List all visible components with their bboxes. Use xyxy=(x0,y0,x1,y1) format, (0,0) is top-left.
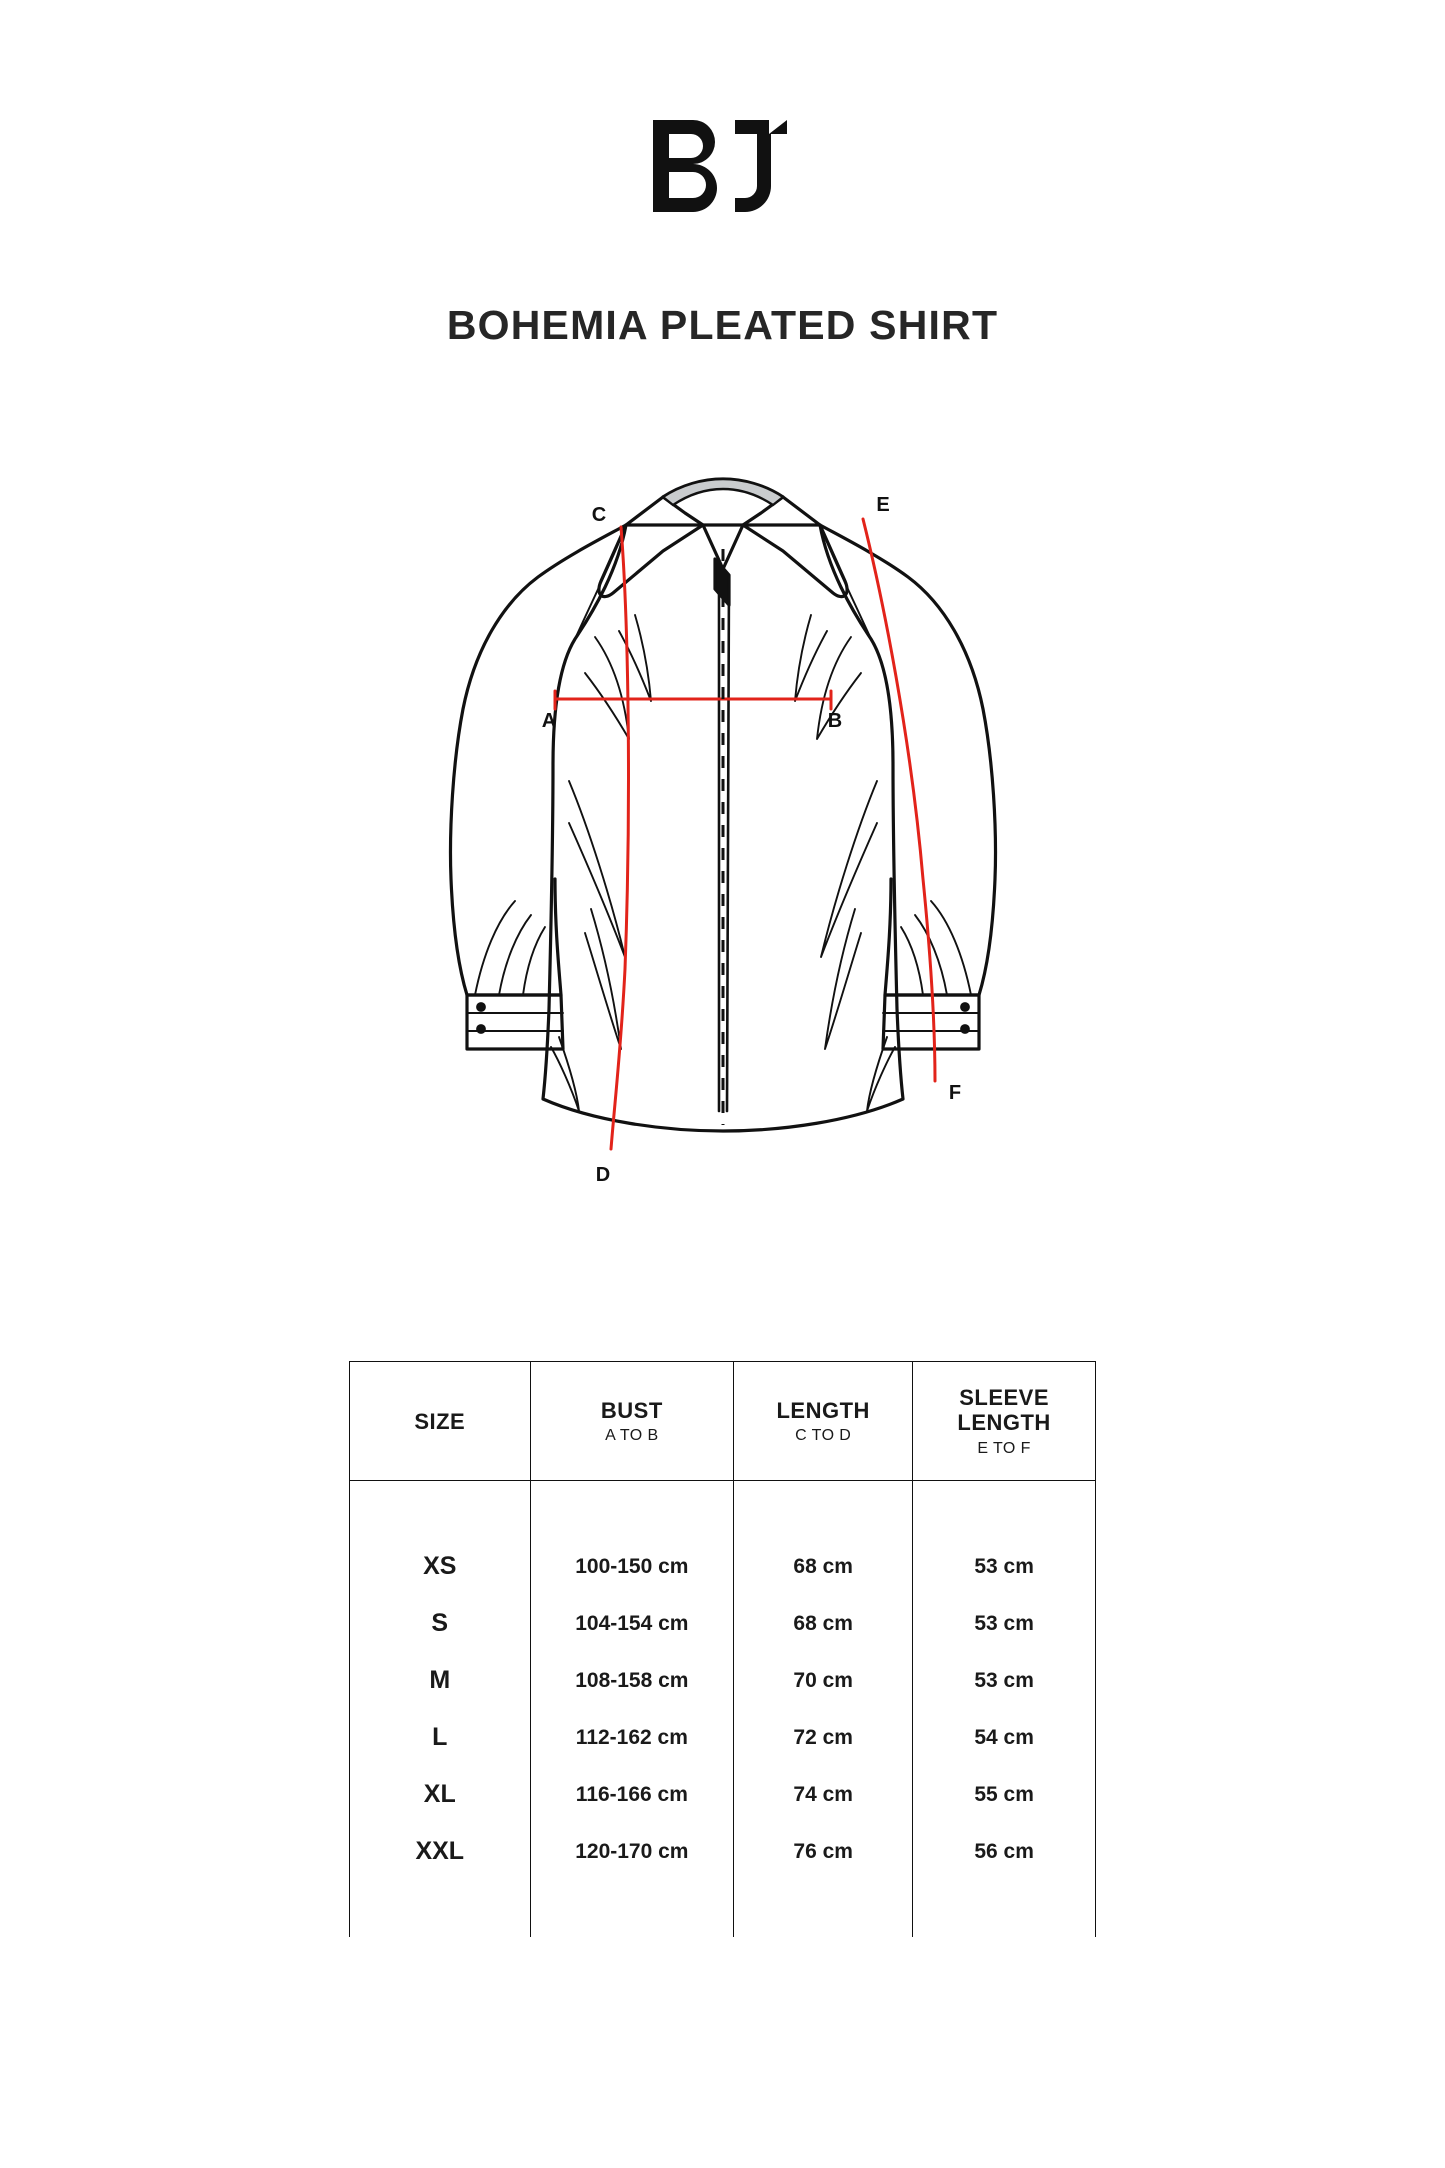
table-header-row xyxy=(350,1362,1096,1481)
spacer-cell xyxy=(913,1481,1096,1539)
cuff-button xyxy=(960,1003,968,1011)
cell-size: S xyxy=(350,1595,531,1652)
cell-sleeve: 55 cm xyxy=(913,1766,1096,1823)
cell-size: XL xyxy=(350,1766,531,1823)
label-point-f: F xyxy=(948,1082,961,1104)
page-title: BOHEMIA PLEATED SHIRT xyxy=(446,302,999,348)
fold-line xyxy=(901,927,923,995)
cell-length: 74 cm xyxy=(734,1766,913,1823)
cell-bust: 104-154 cm xyxy=(530,1595,734,1652)
shirt-measurement-diagram xyxy=(363,409,1083,1269)
column-header-sleeve-label: SLEEVE LENGTH xyxy=(957,1385,1051,1435)
table-row xyxy=(350,1538,1096,1595)
cell-size: XS xyxy=(350,1538,531,1595)
cell-size: XXL xyxy=(350,1823,531,1880)
fold-line xyxy=(931,901,971,995)
fold-line xyxy=(825,909,861,1049)
size-table-container xyxy=(349,1361,1096,1937)
spacer-cell xyxy=(350,1481,531,1539)
cell-length: 68 cm xyxy=(734,1595,913,1652)
column-header-bust xyxy=(530,1362,734,1481)
label-point-a: A xyxy=(541,710,556,732)
cell-bust: 112-162 cm xyxy=(530,1709,734,1766)
label-point-c: C xyxy=(591,504,606,526)
brand-logo xyxy=(643,112,803,224)
table-row xyxy=(350,1709,1096,1766)
cell-length: 68 cm xyxy=(734,1538,913,1595)
size-table-body xyxy=(350,1481,1096,1938)
spacer-cell xyxy=(350,1880,531,1937)
column-header-size-label: SIZE xyxy=(414,1408,466,1434)
cell-length: 72 cm xyxy=(734,1709,913,1766)
label-point-b: B xyxy=(827,710,842,732)
shoulder-seam xyxy=(820,525,871,639)
shirt-inner-collar xyxy=(663,479,783,505)
shirt-collar-right xyxy=(743,497,847,597)
fold-line xyxy=(499,915,531,995)
shirt-collar-stand xyxy=(703,525,743,569)
fold-line xyxy=(585,909,621,1049)
fold-line xyxy=(795,615,827,701)
cell-sleeve: 53 cm xyxy=(913,1652,1096,1709)
table-spacer-row xyxy=(350,1880,1096,1937)
shirt-collar-left xyxy=(598,497,702,597)
spacer-cell xyxy=(734,1880,913,1937)
cell-bust: 116-166 cm xyxy=(530,1766,734,1823)
shirt-placket-right xyxy=(727,575,729,1111)
label-point-e: E xyxy=(875,494,890,516)
column-header-length-label: LENGTH xyxy=(776,1397,870,1423)
spacer-cell xyxy=(913,1880,1096,1937)
cell-bust: 100-150 cm xyxy=(530,1538,734,1595)
cell-length: 70 cm xyxy=(734,1652,913,1709)
cell-sleeve: 54 cm xyxy=(913,1709,1096,1766)
column-header-bust-sub: A TO B xyxy=(605,1427,659,1445)
cell-bust: 120-170 cm xyxy=(530,1823,734,1880)
column-header-length-sub: C TO D xyxy=(795,1427,852,1445)
cell-length: 76 cm xyxy=(734,1823,913,1880)
fold-line xyxy=(523,927,545,995)
cuff-button xyxy=(476,1003,484,1011)
guide-sleeve-e-to-f xyxy=(863,519,935,1081)
table-spacer-row xyxy=(350,1481,1096,1539)
cell-bust: 108-158 cm xyxy=(530,1652,734,1709)
label-point-d: D xyxy=(595,1164,610,1186)
column-header-sleeve xyxy=(913,1362,1096,1481)
cell-sleeve: 56 cm xyxy=(913,1823,1096,1880)
spacer-cell xyxy=(530,1880,734,1937)
table-row xyxy=(350,1823,1096,1880)
table-row xyxy=(350,1595,1096,1652)
fold-line xyxy=(585,637,629,739)
size-table xyxy=(349,1361,1096,1937)
cell-size: M xyxy=(350,1652,531,1709)
size-table-header xyxy=(350,1362,1096,1481)
shoulder-seam xyxy=(575,525,626,639)
table-row xyxy=(350,1766,1096,1823)
cuff-button xyxy=(476,1025,484,1033)
column-header-bust-label: BUST xyxy=(600,1397,663,1423)
cell-sleeve: 53 cm xyxy=(913,1538,1096,1595)
cuff-button xyxy=(960,1025,968,1033)
cell-size: L xyxy=(350,1709,531,1766)
spacer-cell xyxy=(530,1481,734,1539)
fold-line xyxy=(475,901,515,995)
table-row xyxy=(350,1652,1096,1709)
column-header-size xyxy=(350,1362,531,1481)
column-header-length xyxy=(734,1362,913,1481)
fold-line xyxy=(619,615,651,701)
logo-letter-b xyxy=(653,120,717,212)
column-header-sleeve-sub: E TO F xyxy=(977,1439,1031,1457)
logo-letter-j xyxy=(735,120,787,212)
guide-length-c-to-d xyxy=(611,527,628,1149)
spacer-cell xyxy=(734,1481,913,1539)
cell-sleeve: 53 cm xyxy=(913,1595,1096,1652)
